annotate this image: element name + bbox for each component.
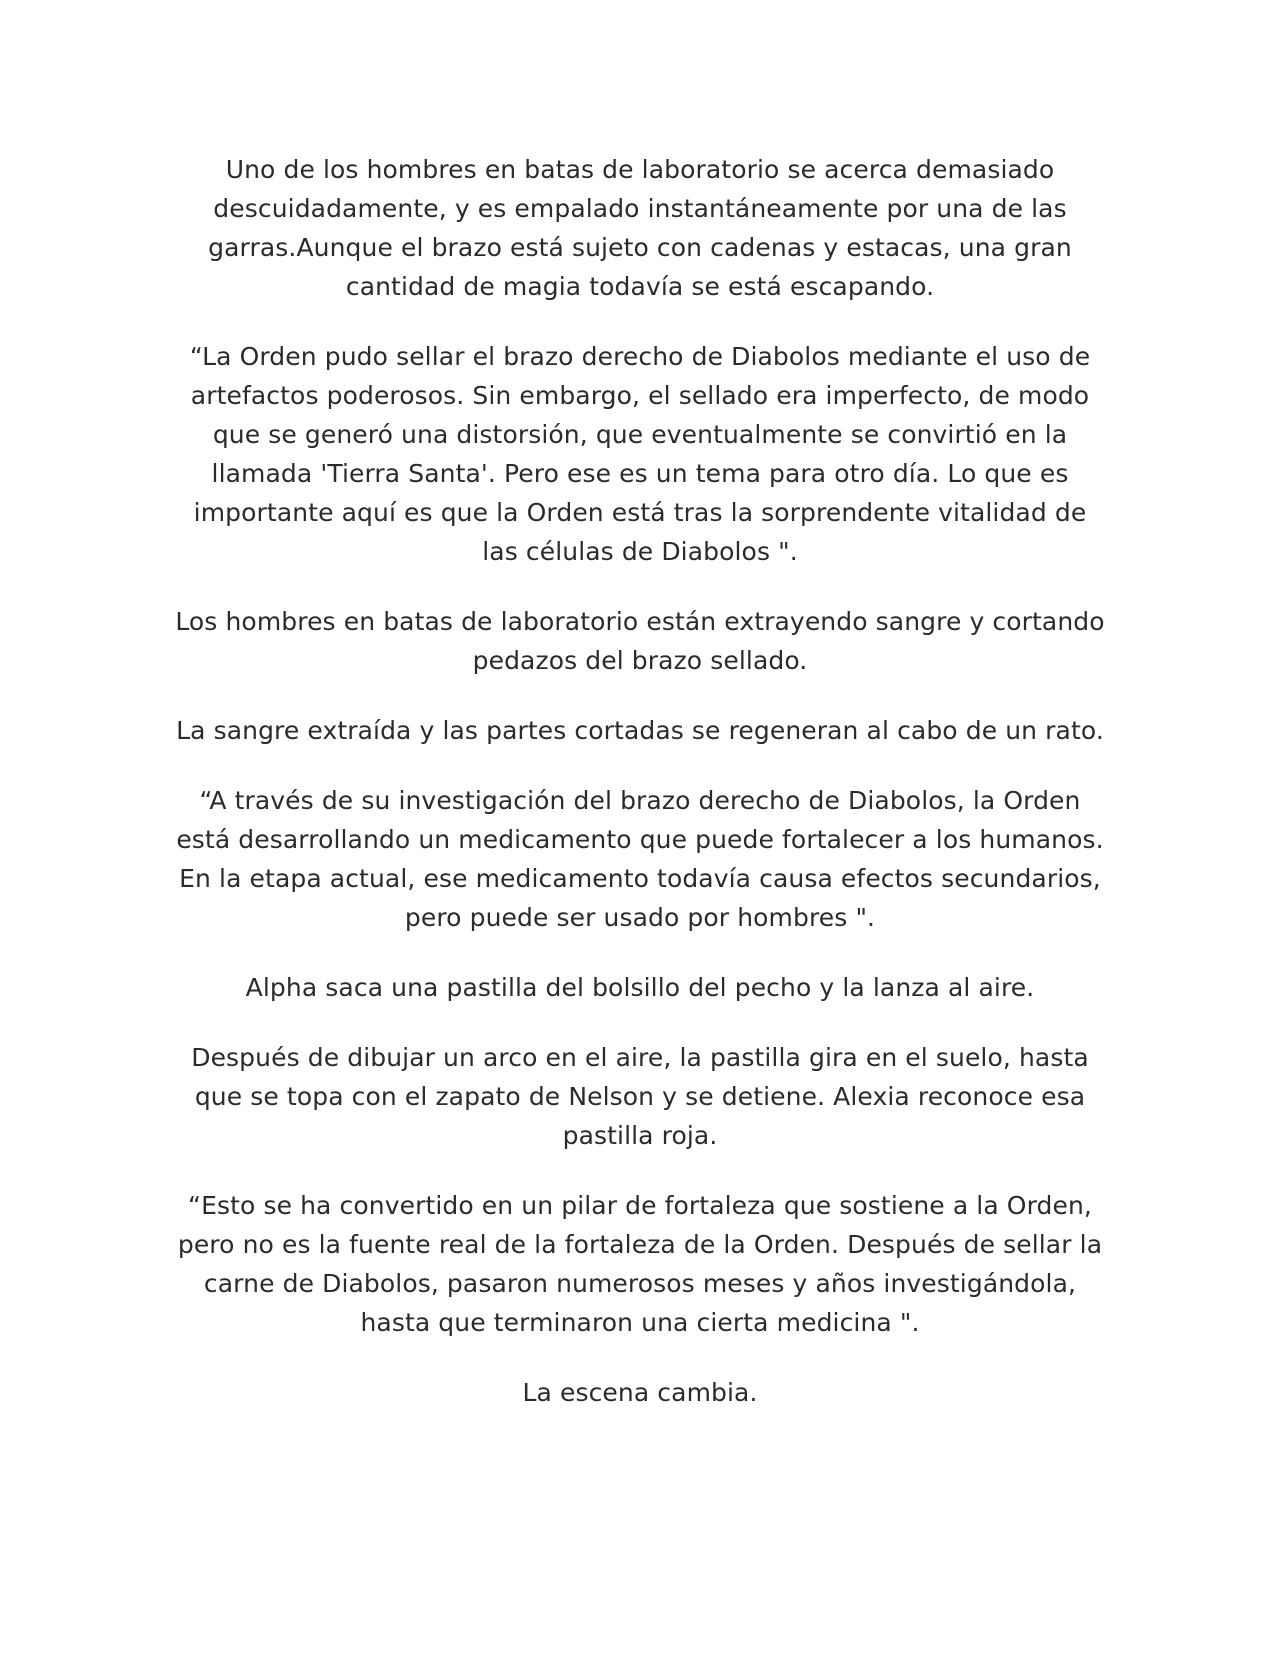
paragraph: Uno de los hombres en batas de laboratorio se acerca demasiado descuidadamente, y es empalado instantáneamente por una de las garras.Aunque el brazo está sujeto con cadenas y estacas, una gran cantidad de magia todavía se está escapando. (208, 155, 1072, 301)
paragraph: Alpha saca una pastilla del bolsillo del pecho y la lanza al aire. (245, 973, 1035, 1002)
paragraph: Después de dibujar un arco en el aire, la pastilla gira en el suelo, hasta que se topa con el zapato de Nelson y se detiene. Alexia reconoce esa pastilla roja. (191, 1043, 1089, 1150)
paragraph: “A través de su investigación del brazo derecho de Diabolos, la Orden está desarrollando un medicamento que puede fortalecer a los humanos. En la etapa actual, ese medicamento todavía causa efectos secundarios, pero puede ser usado por hombres ". (176, 786, 1104, 932)
paragraph: La escena cambia. (522, 1378, 758, 1407)
paragraph: Los hombres en batas de laboratorio están extrayendo sangre y cortando pedazos del brazo sellado. (175, 607, 1105, 675)
paragraph: “La Orden pudo sellar el brazo derecho de Diabolos mediante el uso de artefactos poderosos. Sin embargo, el sellado era imperfecto, de modo que se generó una distorsión, que eventualmente se convirtió en la llamada 'Tierra Santa'. Pero ese es un tema para otro día. Lo que es importante aquí es que la Orden está tras la sorprendente vitalidad de las células de Diabolos ". (189, 342, 1091, 566)
paragraph: “Esto se ha convertido en un pilar de fortaleza que sostiene a la Orden, pero no es la fuente real de la fortaleza de la Orden. Después de sellar la carne de Diabolos, pasaron numerosos meses y años investigándola, hasta que terminaron una cierta medicina ". (177, 1191, 1103, 1337)
paragraph: La sangre extraída y las partes cortadas se regeneran al cabo de un rato. (176, 716, 1104, 745)
document-body (172, 150, 1108, 1443)
